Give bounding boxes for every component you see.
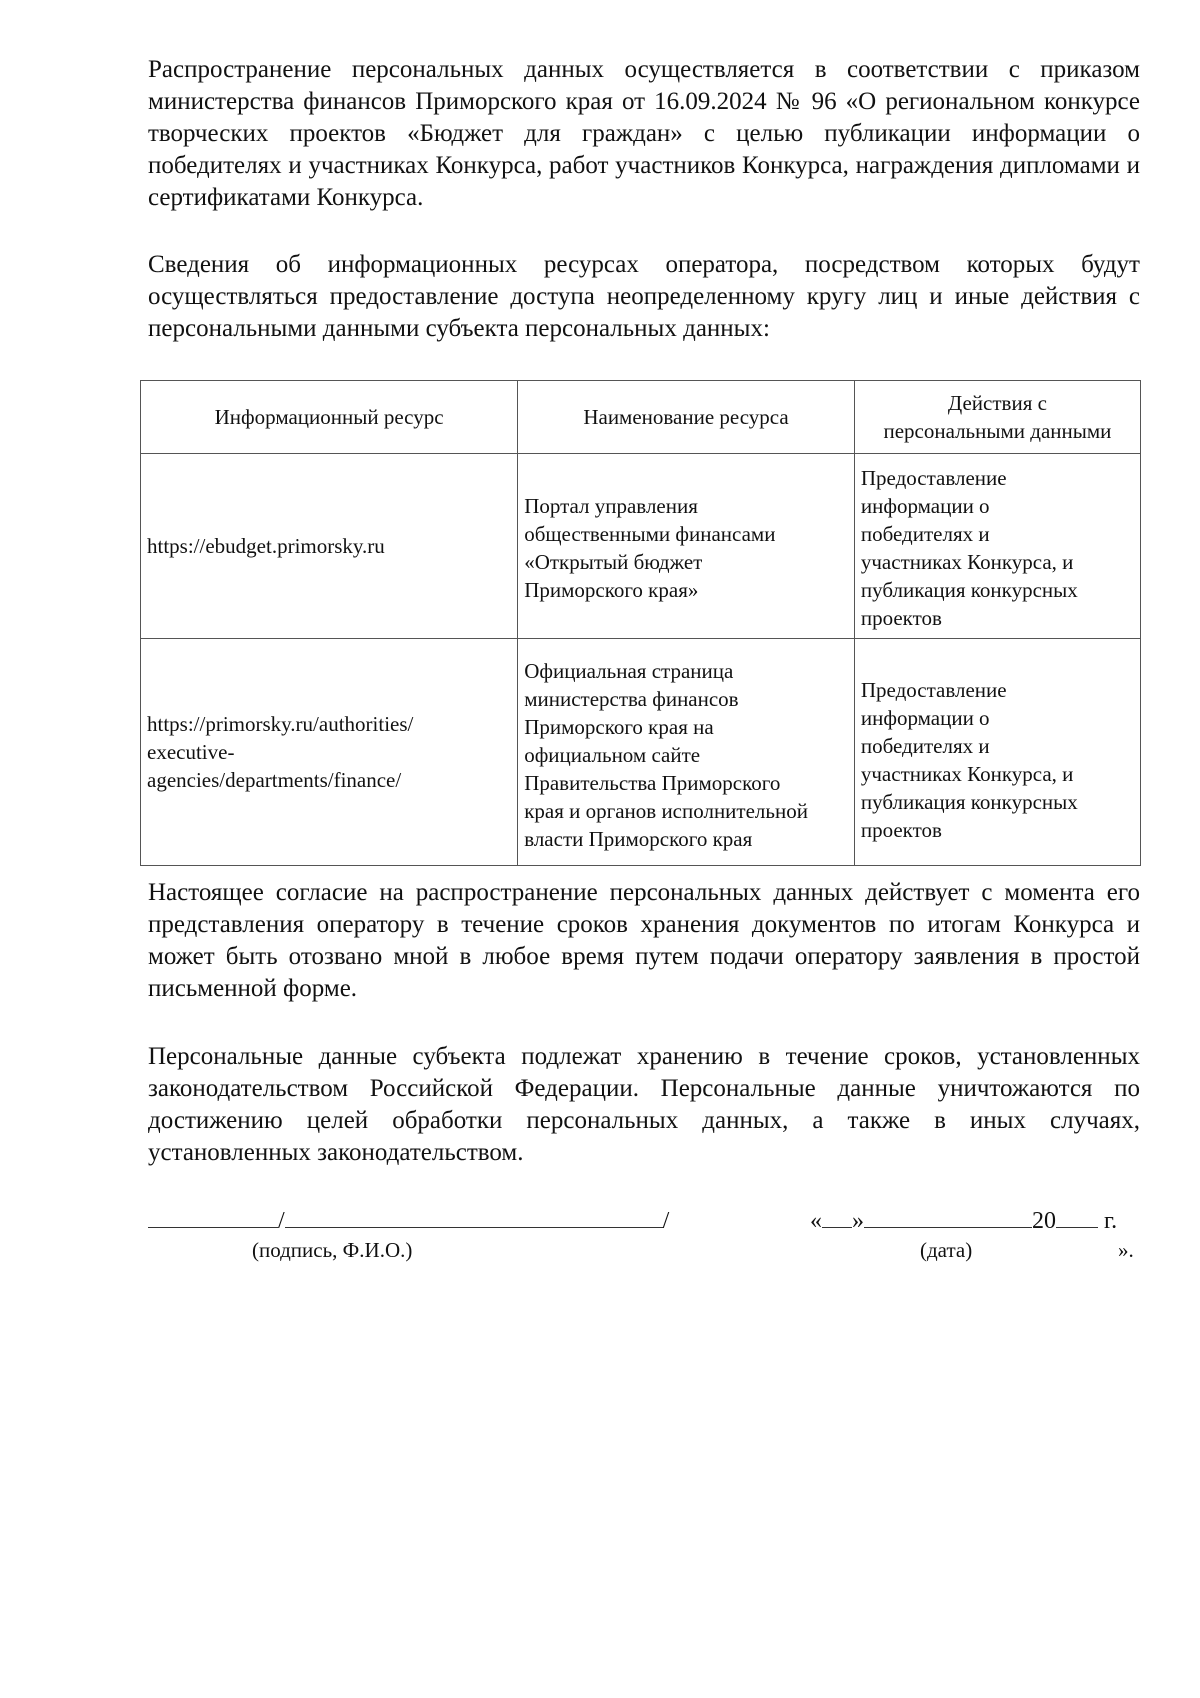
table-header-row [141,381,1141,454]
header-resource: Информационный ресурс [141,381,518,454]
header-actions-line2: персональными данными [883,419,1112,443]
resource-name-line: Официальная страница [524,659,734,683]
signature-slash-end: / [662,1208,670,1234]
signature-blank [148,1205,278,1228]
resource-action-line: публикация конкурсных [860,790,1078,814]
paragraph-dissemination-basis: Распространение персональных данных осуществляется в соответствии с приказом министерства финансов Приморского края от 16.09.2024 № 96 «О региональном конкурсе творческих проектов «Бюджет для граждан» с целью публикации информации о победителях и участниках Конкурса, работ участников Конкурса, награждения дипломами и сертификатами Конкурса. [148,56,1140,211]
resource-url [141,639,518,866]
resource-action-line: проектов [860,818,942,842]
year-prefix: 20 [1032,1208,1056,1234]
resource-name [518,454,855,639]
resource-name-line: Правительства Приморского [524,771,781,795]
resource-action [854,639,1140,866]
resource-url [141,454,518,639]
resource-url-line: agencies/departments/finance/ [147,768,402,792]
resource-action-line: победителях и [860,522,990,546]
resource-url-line: executive- [147,740,235,764]
resource-name-line: Приморского края» [524,578,699,602]
table-row [141,639,1141,866]
resource-action-line: Предоставление [860,466,1007,490]
resource-name-line: Приморского края на [524,715,714,739]
paragraph-resources-intro: Сведения об информационных ресурсах оператора, посредством которых будут осуществляться предоставление доступа неопределенному кругу лиц и иные действия с персональными данными субъекта персональных данных: [148,251,1140,342]
signature-caption: (подпись, Ф.И.О.) [252,1238,413,1262]
resource-action-line: участниках Конкурса, и [860,550,1074,574]
resource-name-line: общественными финансами [524,522,776,546]
paragraph-data-retention: Персональные данные субъекта подлежат хранению в течение сроков, установленных законодательством Российской Федерации. Персональные данные уничтожаются по достижению целей обработки персональных данных, а также в иных случаях, установленных законодательством. [148,1043,1140,1166]
resource-name-line: министерства финансов [524,687,739,711]
resource-action-line: проектов [860,606,942,630]
resource-name-line: власти Приморского края [524,827,753,851]
resource-action-line: победителях и [860,734,990,758]
resource-url-line: https://primorsky.ru/authorities/ [147,712,414,736]
signature-line [148,1205,669,1235]
resource-name-line: Портал управления [524,494,698,518]
resource-action [854,454,1140,639]
name-blank [285,1205,663,1228]
date-quote-open: « [810,1208,822,1234]
year-blank [1056,1205,1098,1228]
table-row [141,454,1141,639]
date-line [810,1205,1117,1235]
date-closing: ». [1118,1238,1134,1262]
header-actions [854,381,1140,454]
resource-action-line: участниках Конкурса, и [860,762,1074,786]
resource-url-text: https://ebudget.primorsky.ru [147,534,385,558]
year-suffix: г. [1104,1208,1118,1234]
month-blank [864,1205,1032,1228]
resource-action-line: информации о [860,494,990,518]
resource-action-line: Предоставление [860,678,1007,702]
resource-name-line: официальном сайте [524,743,701,767]
paragraph-consent-validity: Настоящее согласие на распространение персональных данных действует с момента его представления оператору в течение сроков хранения документов по итогам Конкурса и может быть отозвано мной в любое время путем подачи оператору заявления в простой письменной форме. [148,879,1140,1002]
resource-name-line: «Открытый бюджет [524,550,703,574]
resource-name [518,639,855,866]
resource-name-line: края и органов исполнительной [524,799,808,823]
date-caption: (дата) [920,1238,973,1262]
date-quote-close: » [852,1208,864,1234]
signature-slash: / [278,1208,285,1234]
resources-table [140,380,1141,866]
day-blank [822,1205,852,1228]
header-resource-name: Наименование ресурса [518,381,855,454]
resource-action-line: информации о [860,706,990,730]
header-actions-line1: Действия с [947,391,1047,415]
resource-action-line: публикация конкурсных [860,578,1078,602]
